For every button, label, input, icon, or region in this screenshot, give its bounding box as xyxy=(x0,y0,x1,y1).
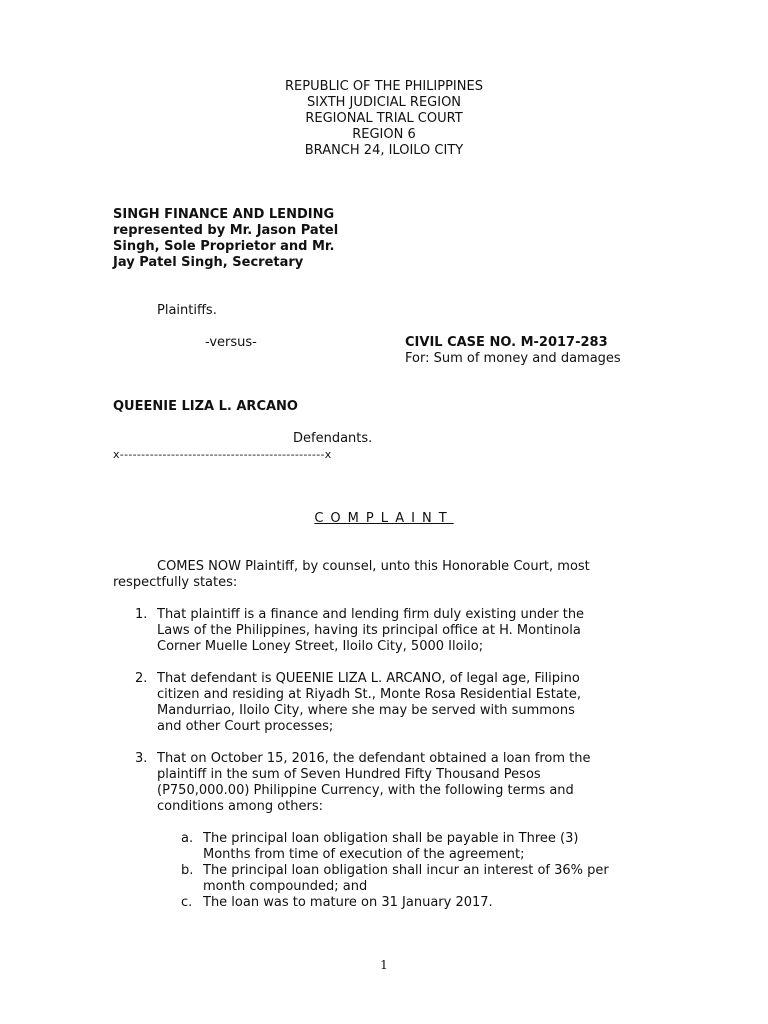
allegation-line: Corner Muelle Loney Street, Iloilo City, 5000 Iloilo; xyxy=(157,639,484,654)
allegation-line: (P750,000.00) Philippine Currency, with the following terms and xyxy=(157,783,574,798)
plaintiff-name-line: Jay Patel Singh, Secretary xyxy=(113,255,304,270)
allegation-line: and other Court processes; xyxy=(157,719,334,734)
case-number: CIVIL CASE NO. M-2017-283 xyxy=(405,335,608,350)
allegation-line: Laws of the Philippines, having its principal office at H. Montinola xyxy=(157,623,581,638)
case-nature: For: Sum of money and damages xyxy=(405,351,621,366)
plaintiff-name-line: represented by Mr. Jason Patel xyxy=(113,223,339,238)
term-line: The principal loan obligation shall incur an interest of 36% per xyxy=(203,863,609,878)
page-number: 1 xyxy=(380,958,388,972)
allegation-line: plaintiff in the sum of Seven Hundred Fifty Thousand Pesos xyxy=(157,767,541,782)
versus-label: -versus- xyxy=(205,335,257,350)
intro-line: respectfully states: xyxy=(113,575,238,590)
defendant-role: Defendants. xyxy=(293,431,373,446)
court-header-line: REPUBLIC OF THE PHILIPPINES xyxy=(285,79,483,94)
allegation-line: That on October 15, 2016, the defendant obtained a loan from the xyxy=(157,751,591,766)
allegation-line: That plaintiff is a finance and lending firm duly existing under the xyxy=(157,607,585,622)
plaintiff-name-line: SINGH FINANCE AND LENDING xyxy=(113,207,335,222)
court-header-line: SIXTH JUDICIAL REGION xyxy=(306,95,462,110)
document-title: COMPLAINT xyxy=(314,511,454,526)
court-header-line: REGIONAL TRIAL COURT xyxy=(305,111,463,126)
term-letter: a. xyxy=(181,831,194,846)
court-header-line: REGION 6 xyxy=(352,127,416,142)
allegation-line: That defendant is QUEENIE LIZA L. ARCANO, of legal age, Filipino xyxy=(157,671,580,686)
court-header-line: BRANCH 24, ILOILO CITY xyxy=(304,143,464,158)
allegation-number: 2. xyxy=(135,671,148,686)
term-line: The principal loan obligation shall be payable in Three (3) xyxy=(203,831,579,846)
plaintiff-role: Plaintiffs. xyxy=(157,303,217,318)
allegation-number: 3. xyxy=(135,751,148,766)
caption-separator: x------------------------------------------------x xyxy=(113,448,332,461)
term-letter: c. xyxy=(181,895,193,910)
term-line: The loan was to mature on 31 January 2017. xyxy=(203,895,493,910)
term-line: month compounded; and xyxy=(203,879,368,894)
intro-line: COMES NOW Plaintiff, by counsel, unto this Honorable Court, most xyxy=(157,559,590,574)
allegation-line: Mandurriao, Iloilo City, where she may be served with summons xyxy=(157,703,575,718)
allegation-line: conditions among others: xyxy=(157,799,324,814)
allegation-line: citizen and residing at Riyadh St., Monte Rosa Residential Estate, xyxy=(157,687,581,702)
allegation-number: 1. xyxy=(135,607,148,622)
plaintiff-name-line: Singh, Sole Proprietor and Mr. xyxy=(113,239,335,254)
term-line: Months from time of execution of the agreement; xyxy=(203,847,525,862)
term-letter: b. xyxy=(181,863,194,878)
defendant-name: QUEENIE LIZA L. ARCANO xyxy=(113,399,298,414)
